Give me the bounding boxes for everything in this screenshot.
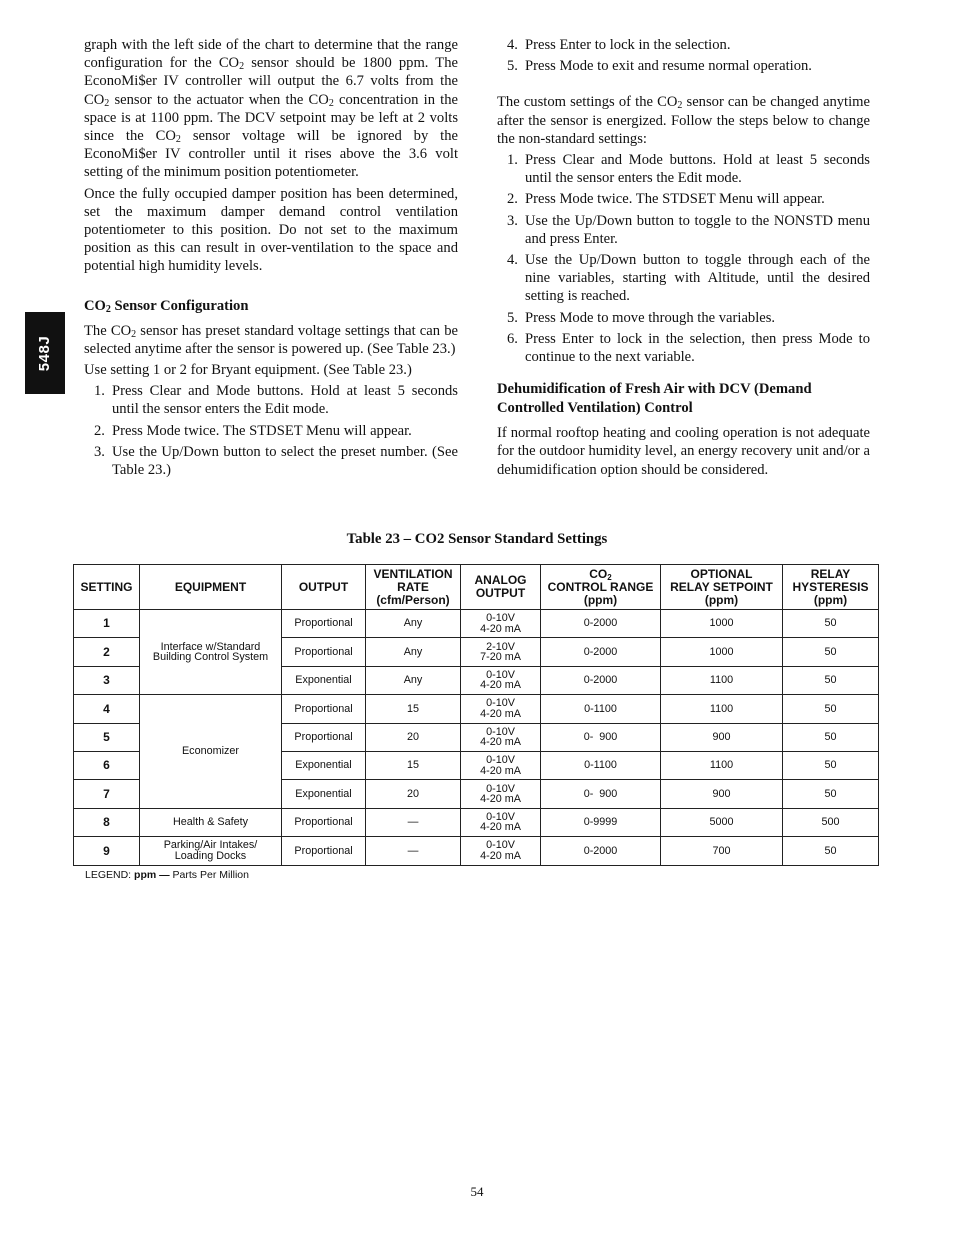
cell-ventilation-rate: — (366, 837, 461, 865)
cell-relay-hysteresis: 50 (783, 723, 879, 751)
header-analog-output: ANALOG OUTPUT (461, 565, 541, 610)
cell-ventilation-rate: 20 (366, 723, 461, 751)
cell-control-range: 0-1100 (541, 695, 661, 723)
cell-control-range: 0-2000 (541, 610, 661, 638)
cell-control-range: 0-1100 (541, 751, 661, 779)
cell-relay-hysteresis: 50 (783, 666, 879, 694)
preset-steps-continued-list (497, 36, 870, 75)
cell-output: Proportional (282, 837, 366, 865)
cell-output: Proportional (282, 610, 366, 638)
section-side-tab (25, 312, 65, 394)
cell-analog-output: 0-10V 4-20 mA (461, 780, 541, 808)
co2-settings-table (73, 564, 879, 866)
cell-analog-output: 0-10V 4-20 mA (461, 751, 541, 779)
cell-setting: 2 (74, 638, 140, 666)
cell-relay-setpoint: 1100 (661, 751, 783, 779)
cell-relay-hysteresis: 50 (783, 780, 879, 808)
cell-relay-setpoint: 900 (661, 780, 783, 808)
cell-relay-hysteresis: 50 (783, 837, 879, 865)
list-item: 5. Press Mode to exit and resume normal operation. (507, 58, 812, 75)
list-item: 1. Press Clear and Mode buttons. Hold at least 5 seconds until the sensor enters the Edit mode. (94, 383, 458, 418)
cell-relay-hysteresis: 500 (783, 808, 879, 836)
cell-setting: 3 (74, 666, 140, 694)
cell-analog-output: 0-10V 4-20 mA (461, 837, 541, 865)
cell-output: Proportional (282, 808, 366, 836)
cell-control-range: 0-9999 (541, 808, 661, 836)
cell-output: Proportional (282, 695, 366, 723)
cell-setting: 9 (74, 837, 140, 865)
header-relay-setpoint: OPTIONAL RELAY SETPOINT (ppm) (661, 565, 783, 610)
cell-analog-output: 2-10V 7-20 mA (461, 638, 541, 666)
list-item: 5. Press Mode to move through the variables. (507, 309, 776, 326)
list-item: 4. Use the Up/Down button to toggle through each of the nine variables, starting with Altitude, until the desired setting is reached. (507, 252, 870, 305)
cell-ventilation-rate: Any (366, 610, 461, 638)
cell-ventilation-rate: — (366, 808, 461, 836)
cell-analog-output: 0-10V 4-20 mA (461, 695, 541, 723)
cell-setting: 5 (74, 723, 140, 751)
heading-dehumidification: Dehumidification of Fresh Air with DCV (Demand Controlled Ventilation) Control (497, 381, 812, 417)
cell-equipment-health-safety: Health & Safety (140, 808, 282, 836)
side-tab-label: 548J (36, 335, 54, 371)
cell-analog-output: 0-10V 4-20 mA (461, 723, 541, 751)
header-output: OUTPUT (282, 565, 366, 610)
header-co2-control-range: $CO_2$ CONTROL RANGE (ppm) (541, 565, 661, 610)
cell-relay-hysteresis: 50 (783, 610, 879, 638)
cell-analog-output: 0-10V 4-20 mA (461, 666, 541, 694)
cell-ventilation-rate: 15 (366, 751, 461, 779)
heading-co2-sensor-configuration: $CO_2$ Sensor Configuration (84, 297, 249, 315)
preset-steps-list (84, 382, 458, 479)
cell-relay-hysteresis: 50 (783, 695, 879, 723)
cell-setting: 4 (74, 695, 140, 723)
cell-equipment-parking: Parking/Air Intakes/ Loading Docks (140, 837, 282, 865)
right-column (497, 36, 870, 482)
cell-relay-setpoint: 1100 (661, 695, 783, 723)
table-row (74, 837, 879, 865)
cell-relay-setpoint: 700 (661, 837, 783, 865)
table-row (74, 610, 879, 638)
cell-ventilation-rate: 20 (366, 780, 461, 808)
cell-setting: 6 (74, 751, 140, 779)
paragraph-bryant-setting: Use setting 1 or 2 for Bryant equipment. (See Table 23.) (84, 362, 412, 379)
header-setting: SETTING (74, 565, 140, 610)
cell-ventilation-rate: 15 (366, 695, 461, 723)
cell-control-range: 0-2000 (541, 638, 661, 666)
cell-analog-output: 0-10V 4-20 mA (461, 610, 541, 638)
table-row (74, 695, 879, 723)
cell-equipment-economizer: Economizer (140, 695, 282, 809)
paragraph-dehumidification: If normal rooftop heating and cooling operation is not adequate for the outdoor humidity level, an energy recovery unit and/or a dehumidification option should be considered. (497, 425, 870, 478)
cell-ventilation-rate: Any (366, 638, 461, 666)
custom-steps-list (497, 151, 870, 366)
cell-relay-setpoint: 1000 (661, 638, 783, 666)
table-header-row (74, 565, 879, 610)
list-item: 3. Use the Up/Down button to select the preset number. (See Table 23.) (94, 443, 458, 479)
cell-setting: 8 (74, 808, 140, 836)
cell-relay-setpoint: 5000 (661, 808, 783, 836)
header-relay-hysteresis: RELAY HYSTERESIS (ppm) (783, 565, 879, 610)
list-item: 3. Use the Up/Down button to toggle to the NONSTD menu and press Enter. (507, 212, 870, 247)
cell-setting: 7 (74, 780, 140, 808)
list-item: 2. Press Mode twice. The STDSET Menu will appear. (507, 191, 825, 208)
cell-output: Exponential (282, 666, 366, 694)
cell-control-range: 0-2000 (541, 837, 661, 865)
cell-output: Exponential (282, 780, 366, 808)
cell-setting: 1 (74, 610, 140, 638)
cell-output: Exponential (282, 751, 366, 779)
cell-relay-hysteresis: 50 (783, 638, 879, 666)
cell-analog-output: 0-10V 4-20 mA (461, 808, 541, 836)
cell-relay-hysteresis: 50 (783, 751, 879, 779)
list-item: 4. Press Enter to lock in the selection. (507, 37, 731, 53)
table-row (74, 808, 879, 836)
cell-equipment-interface: Interface w/Standard Building Control System (140, 610, 282, 695)
cell-control-range: 0- 900 (541, 723, 661, 751)
cell-output: Proportional (282, 638, 366, 666)
paragraph-damper-position: Once the fully occupied damper position has been determined, set the maximum damper demand control ventilation potentiometer to this position. Do not set to the maximum position as this can result in over-ventilation to the space and potential high humidity levels. (84, 185, 458, 275)
cell-relay-setpoint: 900 (661, 723, 783, 751)
left-column (84, 36, 458, 482)
paragraph-custom-settings: The custom settings of the $CO_2$ sensor can be changed anytime after the sensor is energized. Follow the steps below to change the non-standard settings: (497, 94, 870, 147)
table-title: Table 23 – CO2 Sensor Standard Settings (346, 531, 608, 547)
page-number: 54 (470, 1184, 484, 1199)
list-item: 6. Press Enter to lock in the selection, then press Mode to continue to the next variable. (507, 330, 870, 366)
table-legend: LEGEND: ppm — Parts Per Million (85, 869, 249, 881)
cell-relay-setpoint: 1000 (661, 610, 783, 638)
header-ventilation-rate: VENTILATION RATE (cfm/Person) (366, 565, 461, 610)
paragraph-preset-settings: The $CO_2$ sensor has preset standard voltage settings that can be selected anytime after the sensor is powered up. (See Table 23.) (84, 322, 458, 357)
header-equipment: EQUIPMENT (140, 565, 282, 610)
paragraph-range-configuration: graph with the left side of the chart to determine that the range configuration for the $CO_2$ sensor should be 1800 ppm. The EconoMi$er IV controller will output the 6.7 volts from the $CO_2$ sensor to the actuator when the $CO_2$ concentration in the space is at 1100 ppm. The DCV setpoint may be left at 2 volts since the $CO_2$ sensor voltage will be ignored by the EconoMi$er IV controller until it rises above the 3.6 volt setting of the minimum position potentiometer. (84, 37, 459, 181)
cell-control-range: 0-2000 (541, 666, 661, 694)
cell-control-range: 0- 900 (541, 780, 661, 808)
cell-ventilation-rate: Any (366, 666, 461, 694)
cell-output: Proportional (282, 723, 366, 751)
cell-relay-setpoint: 1100 (661, 666, 783, 694)
list-item: 2. Press Mode twice. The STDSET Menu will appear. (94, 422, 412, 439)
list-item: 1. Press Clear and Mode buttons. Hold at least 5 seconds until the sensor enters the Edit mode. (507, 152, 870, 187)
